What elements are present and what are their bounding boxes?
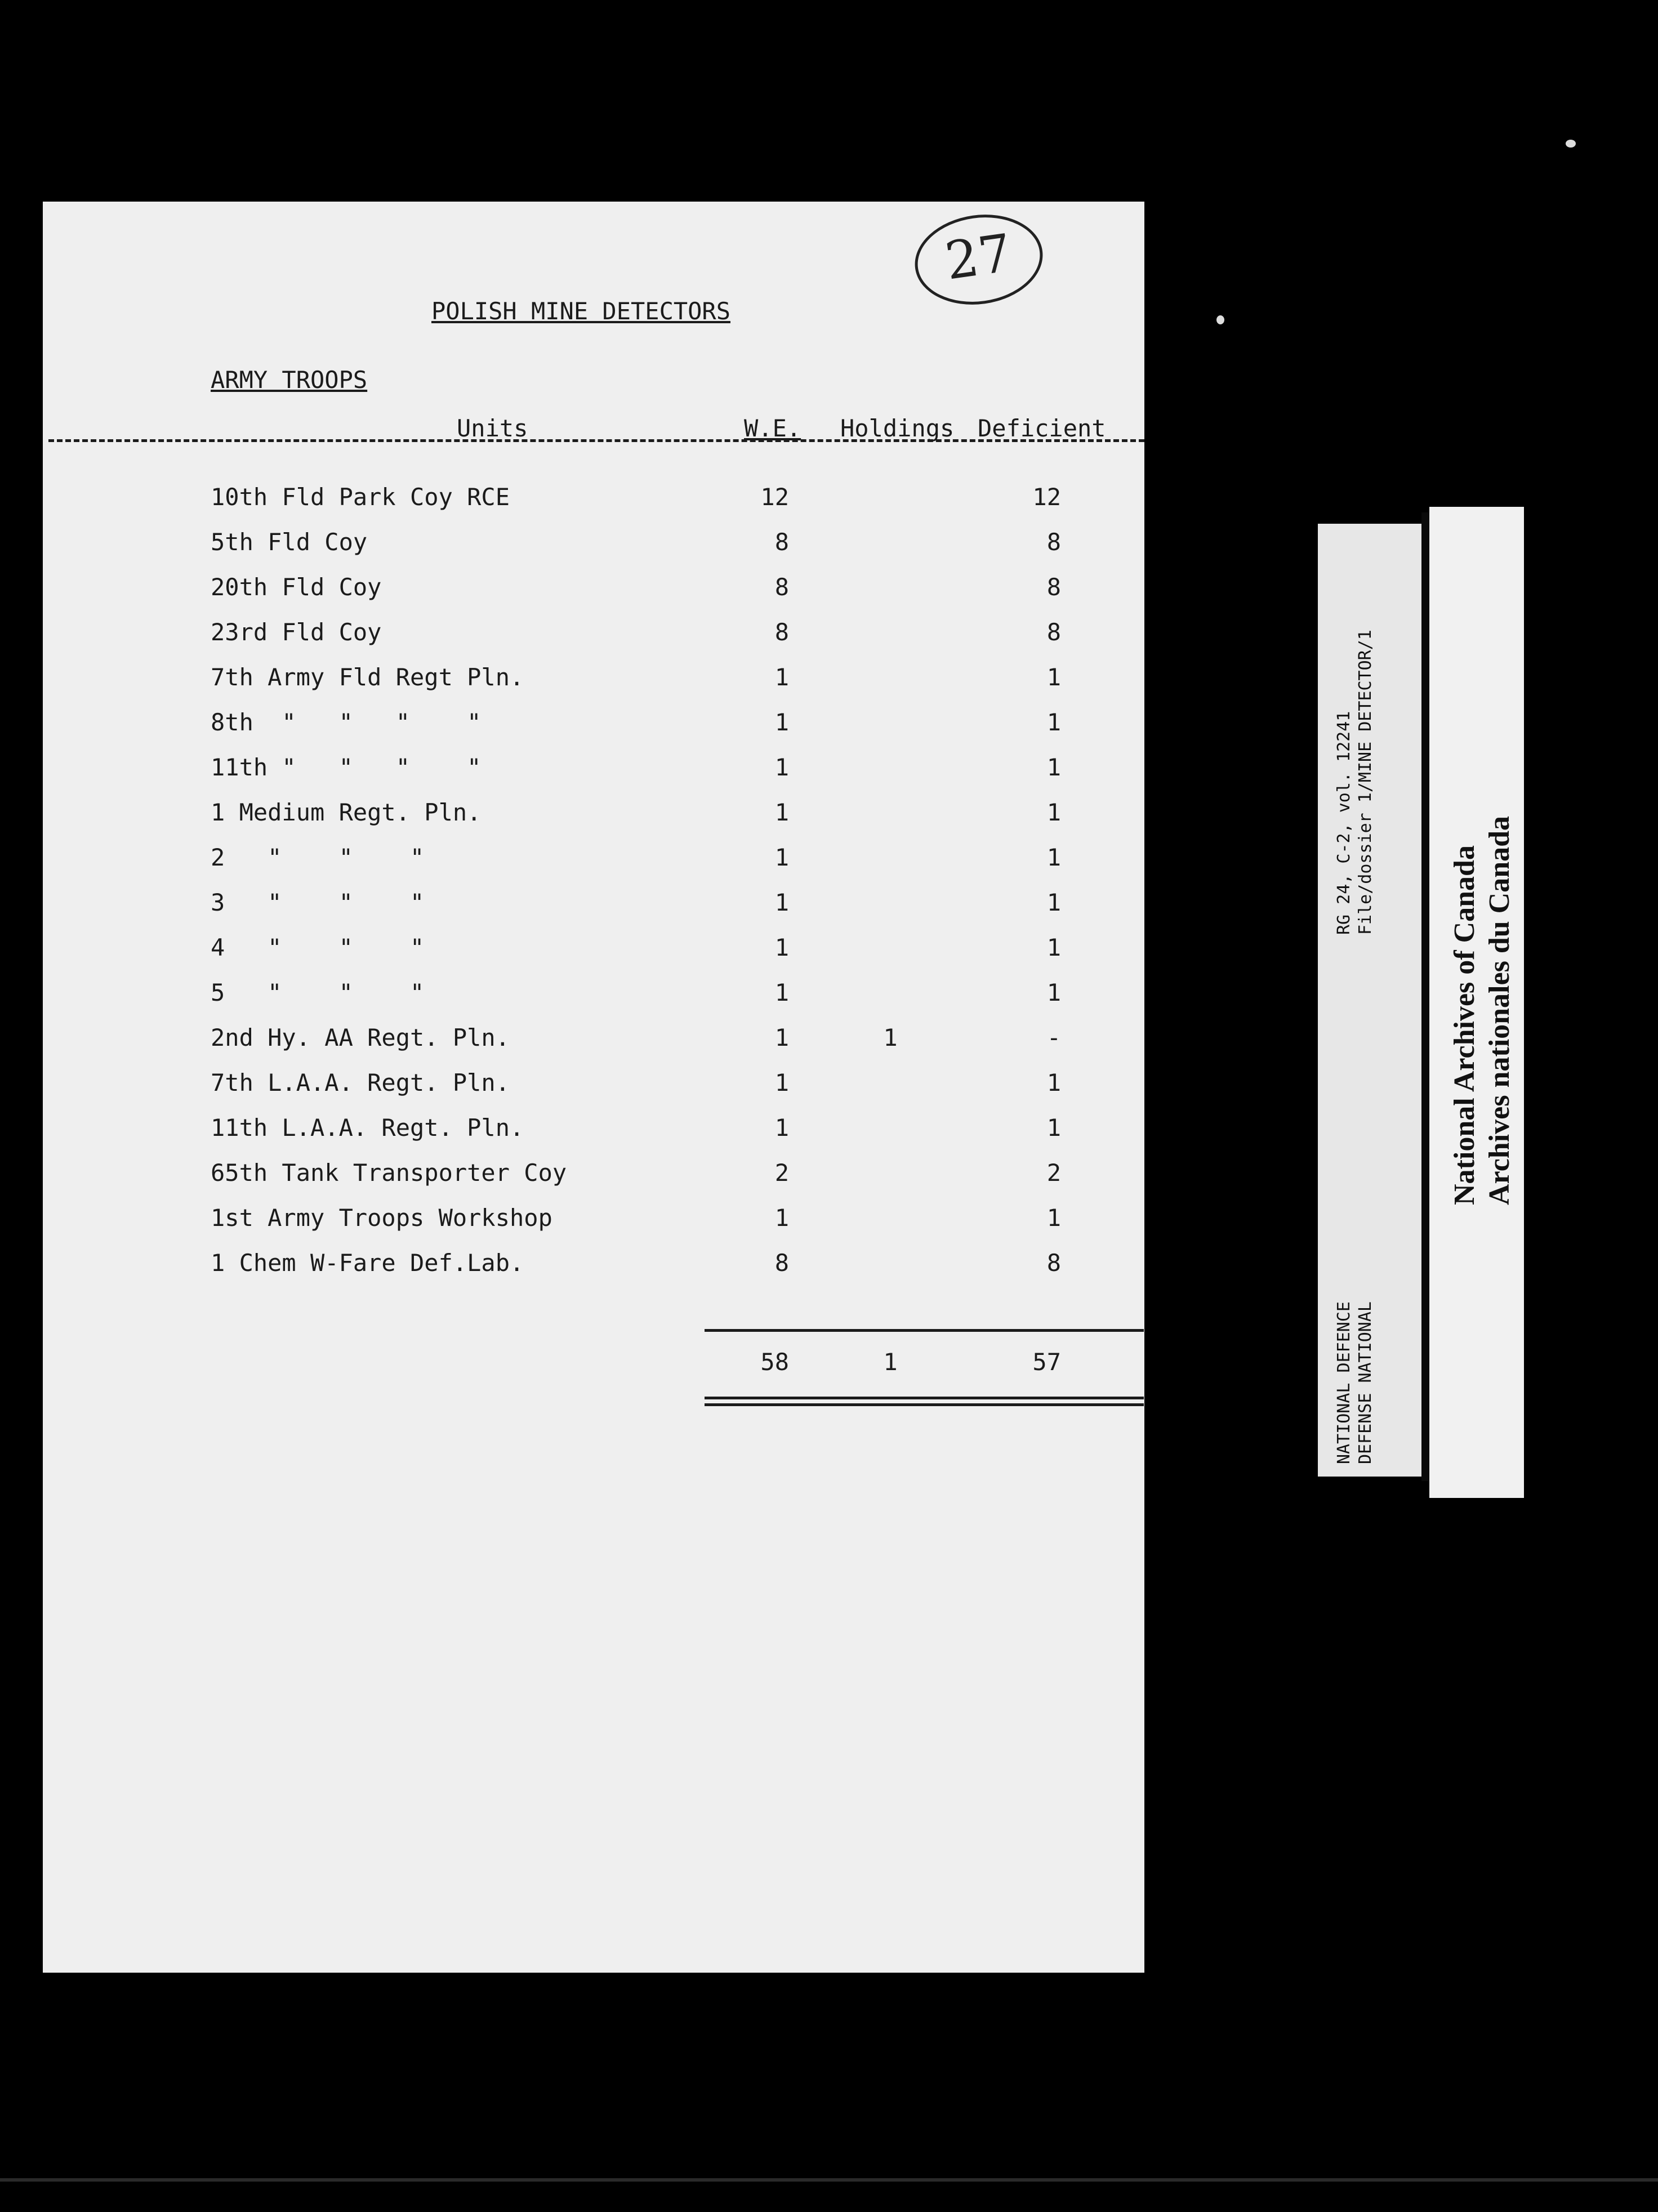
we-value: 1 xyxy=(774,753,789,781)
total-holdings: 1 xyxy=(883,1348,898,1376)
institution-text xyxy=(1447,816,1517,1205)
scan-speck xyxy=(1216,315,1224,324)
table-row xyxy=(43,934,1144,973)
we-value: 1 xyxy=(774,934,789,961)
we-value: 1 xyxy=(774,1024,789,1051)
scan-edge-line xyxy=(0,2178,1658,2182)
we-value: 1 xyxy=(774,844,789,871)
institution-line-2: Archives nationales du Canada xyxy=(1483,815,1516,1205)
deficient-value: 2 xyxy=(1046,1159,1061,1187)
deficient-value: 12 xyxy=(1032,483,1061,511)
section-heading: ARMY TROOPS xyxy=(211,366,368,394)
department-line-1: NATIONAL DEFENCE xyxy=(1334,1301,1354,1464)
column-header-deficient: Deficient xyxy=(978,414,1106,442)
deficient-value: - xyxy=(1046,1024,1061,1051)
table-row xyxy=(43,1249,1144,1288)
unit-name: 2nd Hy. AA Regt. Pln. xyxy=(211,1024,510,1051)
institution-line-1: National Archives of Canada xyxy=(1448,845,1481,1205)
we-value: 8 xyxy=(774,528,789,556)
table-row xyxy=(43,1159,1144,1198)
we-value: 1 xyxy=(774,1204,789,1232)
table-row xyxy=(43,663,1144,703)
unit-name: 4 " " " xyxy=(211,934,425,961)
scan-speck xyxy=(1566,140,1576,148)
unit-name: 1st Army Troops Workshop xyxy=(211,1204,552,1232)
deficient-value: 8 xyxy=(1046,1249,1061,1277)
deficient-value: 1 xyxy=(1046,979,1061,1006)
document-page xyxy=(43,202,1144,1973)
totals-double-rule xyxy=(705,1397,1144,1399)
deficient-value: 8 xyxy=(1046,618,1061,646)
deficient-value: 1 xyxy=(1046,663,1061,691)
header-divider xyxy=(48,439,1144,442)
table-row xyxy=(43,979,1144,1018)
we-value: 1 xyxy=(774,663,789,691)
table-row xyxy=(43,844,1144,883)
table-row xyxy=(43,799,1144,838)
archive-reference-text xyxy=(1334,630,1376,935)
we-value: 1 xyxy=(774,708,789,736)
unit-name: 65th Tank Transporter Coy xyxy=(211,1159,567,1187)
holdings-value: 1 xyxy=(883,1024,898,1051)
table-row xyxy=(43,1114,1144,1153)
unit-name: 11th " " " " xyxy=(211,753,482,781)
department-line-2: DEFENSE NATIONAL xyxy=(1356,1301,1375,1464)
totals-rule-top xyxy=(705,1329,1144,1332)
we-value: 12 xyxy=(760,483,789,511)
unit-name: 5th Fld Coy xyxy=(211,528,368,556)
document-title: POLISH MINE DETECTORS xyxy=(431,297,731,325)
we-value: 8 xyxy=(774,618,789,646)
we-value: 1 xyxy=(774,1114,789,1141)
reference-line-1: RG 24, C-2, vol. 12241 xyxy=(1334,711,1354,935)
deficient-value: 1 xyxy=(1046,1069,1061,1096)
table-row xyxy=(43,528,1144,568)
table-row xyxy=(43,753,1144,793)
unit-name: 11th L.A.A. Regt. Pln. xyxy=(211,1114,524,1141)
deficient-value: 1 xyxy=(1046,753,1061,781)
total-deficient: 57 xyxy=(1032,1348,1061,1376)
department-text xyxy=(1334,1301,1376,1464)
table-row xyxy=(43,1069,1144,1108)
we-value: 2 xyxy=(774,1159,789,1187)
deficient-value: 1 xyxy=(1046,844,1061,871)
column-header-units: Units xyxy=(457,414,528,442)
totals-double-rule xyxy=(705,1403,1144,1406)
unit-name: 7th Army Fld Regt Pln. xyxy=(211,663,524,691)
deficient-value: 1 xyxy=(1046,708,1061,736)
we-value: 1 xyxy=(774,799,789,826)
deficient-value: 1 xyxy=(1046,1204,1061,1232)
deficient-value: 1 xyxy=(1046,1114,1061,1141)
deficient-value: 1 xyxy=(1046,934,1061,961)
column-header-we: W.E. xyxy=(744,414,801,442)
table-row xyxy=(43,1204,1144,1243)
unit-name: 8th " " " " xyxy=(211,708,482,736)
total-we: 58 xyxy=(760,1348,789,1376)
unit-name: 20th Fld Coy xyxy=(211,573,382,601)
unit-name: 10th Fld Park Coy RCE xyxy=(211,483,510,511)
table-row xyxy=(43,1024,1144,1063)
unit-name: 23rd Fld Coy xyxy=(211,618,382,646)
reference-line-2: File/dossier 1/MINE DETECTOR/1 xyxy=(1356,630,1375,935)
deficient-value: 8 xyxy=(1046,573,1061,601)
unit-name: 5 " " " xyxy=(211,979,425,1006)
table-row xyxy=(43,618,1144,658)
we-value: 8 xyxy=(774,1249,789,1277)
we-value: 1 xyxy=(774,1069,789,1096)
we-value: 8 xyxy=(774,573,789,601)
unit-name: 1 Chem W-Fare Def.Lab. xyxy=(211,1249,524,1277)
table-row xyxy=(43,889,1144,928)
unit-name: 3 " " " xyxy=(211,889,425,916)
table-row xyxy=(43,708,1144,748)
unit-name: 1 Medium Regt. Pln. xyxy=(211,799,482,826)
we-value: 1 xyxy=(774,979,789,1006)
deficient-value: 1 xyxy=(1046,799,1061,826)
page-number-stamp: 27 xyxy=(909,207,1049,313)
unit-name: 2 " " " xyxy=(211,844,425,871)
deficient-value: 1 xyxy=(1046,889,1061,916)
unit-name: 7th L.A.A. Regt. Pln. xyxy=(211,1069,510,1096)
table-row xyxy=(43,483,1144,523)
we-value: 1 xyxy=(774,889,789,916)
table-row xyxy=(43,573,1144,613)
column-header-holdings: Holdings xyxy=(840,414,955,442)
deficient-value: 8 xyxy=(1046,528,1061,556)
totals-row xyxy=(43,1348,1144,1388)
